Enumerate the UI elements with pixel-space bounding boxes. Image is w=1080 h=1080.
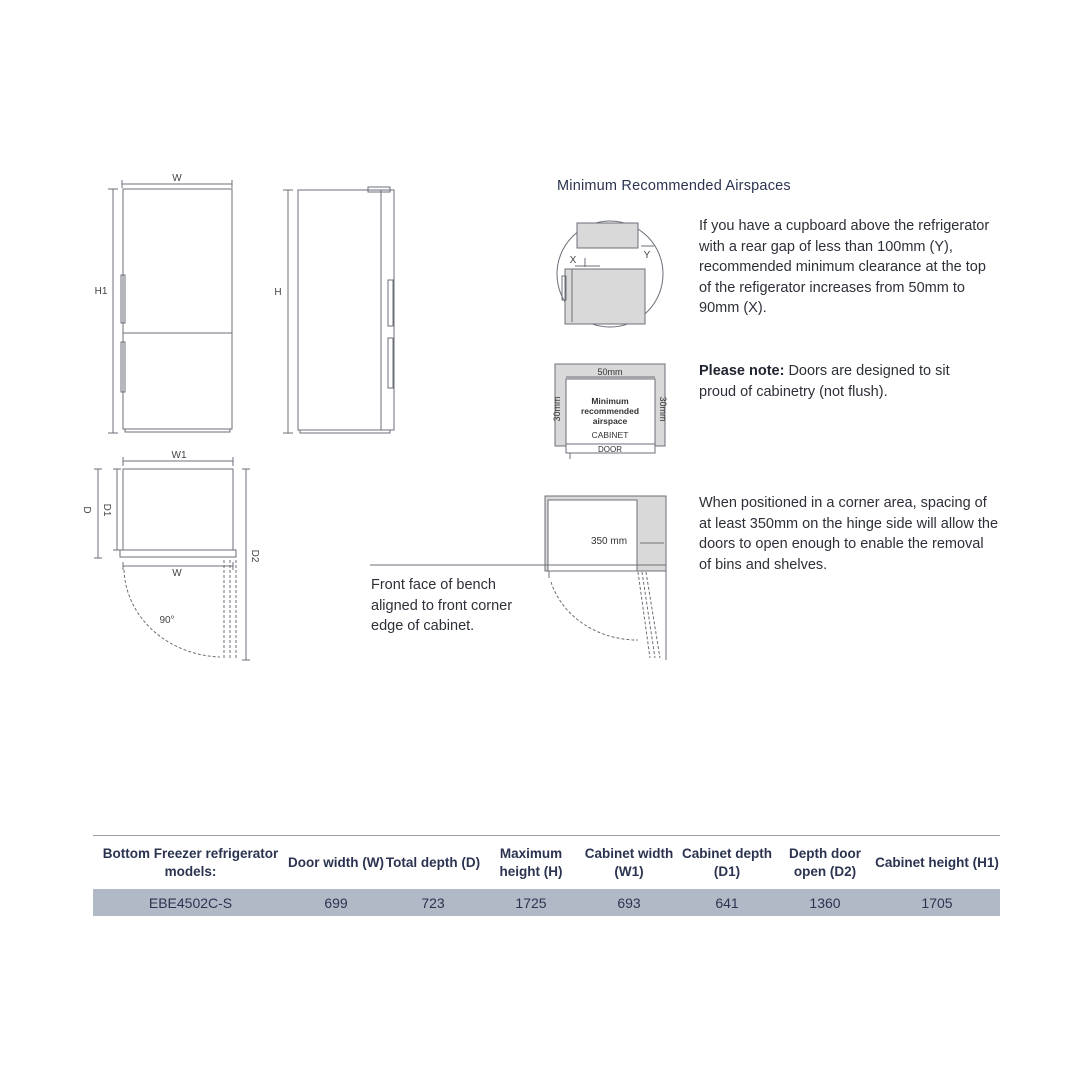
cell-depth-door-open: 1360 (809, 894, 841, 911)
header-depth-door-open: Depth door open (D2) (789, 845, 861, 879)
cell-cabinet-depth: 641 (715, 894, 739, 911)
dimensions-table (93, 835, 1000, 916)
please-note-text: Doors are designed to sit proud of cabinetry (not flush). (699, 363, 950, 400)
top-w1-label: W1 (171, 450, 187, 461)
header-cabinet-depth: Cabinet depth (D1) (682, 845, 772, 879)
table-row (93, 889, 1000, 916)
side-height-label: H (274, 287, 282, 298)
top-view (94, 457, 250, 660)
table-header (93, 836, 1000, 889)
side-view (283, 187, 394, 433)
cupboard-note: If you have a cupboard above the refrigerator with a rear gap of less than 100mm (Y), recommended minimum clearance at the top of the refigerator increases from 50mm to 90mm (X). (699, 218, 990, 316)
top-d1-label: D1 (101, 503, 112, 517)
please-note (699, 361, 989, 402)
front-width-label: W (172, 173, 182, 184)
header-cabinet-width: Cabinet width (W1) (584, 845, 674, 879)
cell-cabinet-width: 693 (617, 894, 641, 911)
airspaces-heading: Minimum Recommended Airspaces (557, 178, 791, 194)
cell-cabinet-height: 1705 (921, 894, 953, 911)
top-w-label: W (172, 568, 182, 579)
airspace-left-label: 30mm (552, 396, 562, 422)
header-cabinet-height: Cabinet height (H1) (875, 854, 999, 870)
please-note-label: Please note: (699, 363, 785, 379)
corner-spacing-label: 350 mm (590, 536, 628, 547)
corner-note: When positioned in a corner area, spacing of at least 350mm on the hinge side will allow the doors to open enough to enable the removal of bins and shelves. (699, 495, 999, 573)
header-max-height: Maximum height (H) (499, 845, 563, 879)
gap-x-label: X (569, 255, 577, 266)
airspace-min-line2: recommended (580, 406, 640, 416)
front-height-label: H1 (94, 286, 108, 297)
airspace-right-label: 30mm (658, 396, 668, 422)
airspace-min-line3: airspace (592, 416, 628, 426)
header-total-depth: Total depth (D) (385, 854, 481, 870)
cell-total-depth: 723 (421, 894, 445, 911)
bench-note: Front face of bench aligned to front corner edge of cabinet. (371, 577, 513, 634)
cell-door-width: 699 (324, 894, 348, 911)
airspace-min-line1: Minimum (591, 396, 629, 406)
front-view (108, 180, 232, 433)
cupboard-gap-detail (557, 221, 663, 327)
gap-y-label: Y (643, 250, 651, 261)
cell-model: EBE4502C-S (148, 894, 233, 911)
airspace-cabinet-label: CABINET (591, 430, 629, 440)
header-models: Bottom Freezer refrigerator models: (102, 845, 279, 879)
top-angle-label: 90° (159, 615, 175, 626)
header-door-width: Door width (W) (288, 854, 384, 870)
cell-max-height: 1725 (515, 894, 547, 911)
top-d2-label: D2 (249, 549, 260, 563)
airspace-door-label: DOOR (598, 445, 622, 454)
top-d-label: D (81, 506, 92, 514)
airspace-top-label: 50mm (597, 367, 623, 377)
